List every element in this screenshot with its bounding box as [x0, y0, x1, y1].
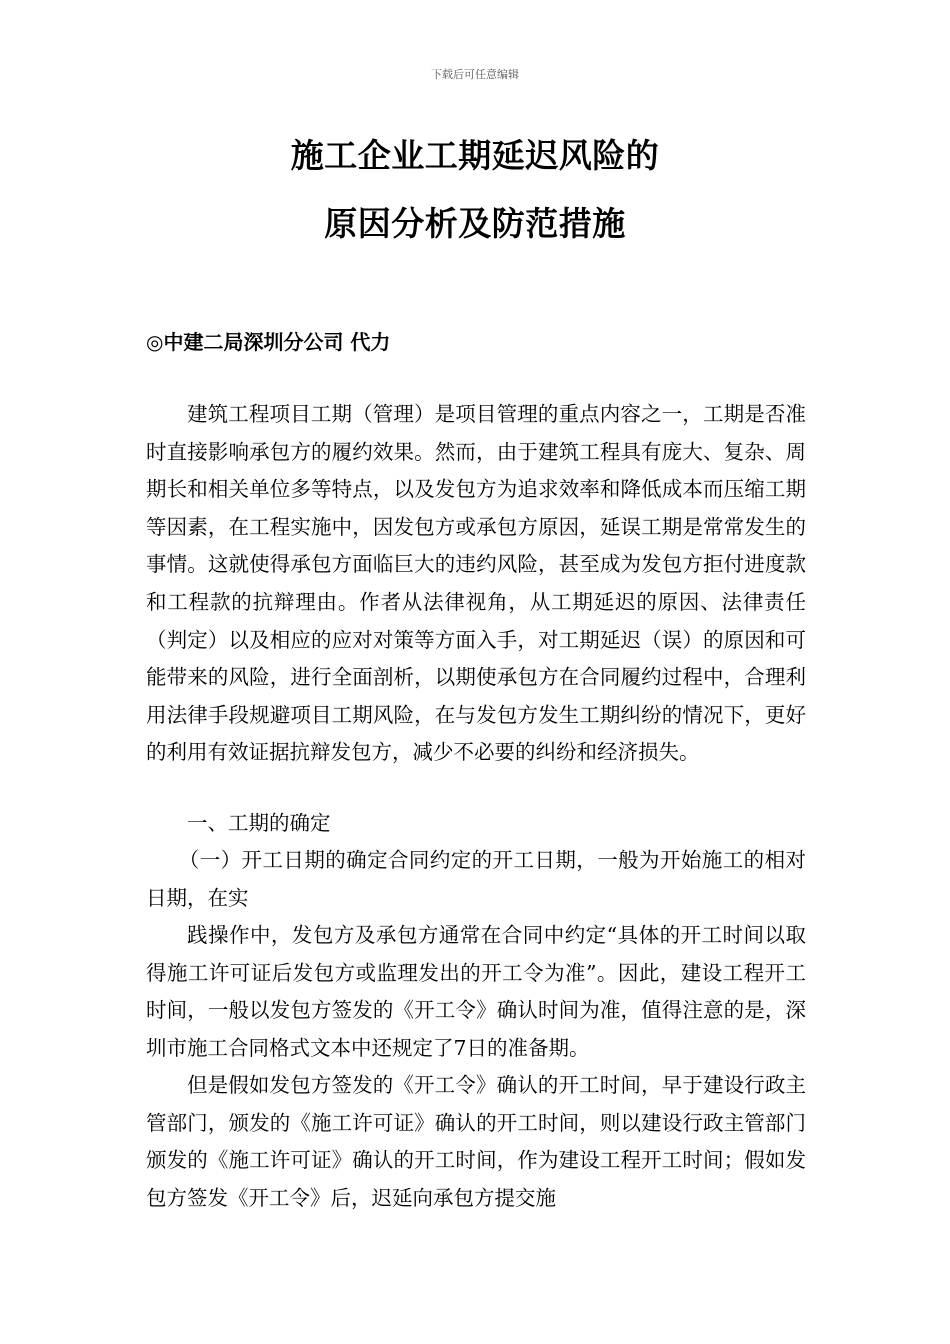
- author-line: ◎中建二局深圳分公司 代力: [146, 330, 391, 354]
- intro-paragraph: 建筑工程项目工期（管理）是项目管理的重点内容之一，工期是否准时直接影响承包方的履约效果。然而，由于建筑工程具有庞大、复杂、周期长和相关单位多等特点，以及发包方为追求效率和降低成本而压缩工期等因素，在工程实施中，因发包方或承包方原因，延误工期是常常发生的事情。这就使得承包方面临巨大的违约风险，甚至成为发包方拒付进度款和工程款的抗辩理由。作者从法律视角，从工期延迟的原因、法律责任（判定）以及相应的应对对策等方面入手，对工期延迟（误）的原因和可能带来的风险，进行全面剖析，以期使承包方在合同履约过程中，合理利用法律手段规避项目工期风险，在与发包方发生工期纠纷的情况下，更好的利用有效证据抗辩发包方，减少不必要的纠纷和经济损失。: [146, 402, 806, 765]
- document-title-line-2: 原因分析及防范措施: [324, 204, 626, 243]
- document-title-line-1: 施工企业工期延迟风险的: [290, 136, 660, 175]
- section-heading: 一、工期的确定: [187, 811, 331, 835]
- practice-paragraph: 践操作中，发包方及承包方通常在合同中约定“具体的开工时间以取得施工许可证后发包方或监理发出的开工令为准”。因此，建设工程开工时间，一般以发包方签发的《开工令》确认时间为准，值得注意的是，深圳市施工合同格式文本中还规定了7日的准备期。: [146, 923, 806, 1060]
- subsection-paragraph: （一）开工日期的确定合同约定的开工日期，一般为开始施工的相对日期，在实: [146, 848, 806, 910]
- watermark-header: 下载后可任意编辑: [431, 68, 519, 81]
- exception-paragraph: 但是假如发包方签发的《开工令》确认的开工时间，早于建设行政主管部门，颁发的《施工许可证》确认的开工时间，则以建设行政主管部门颁发的《施工许可证》确认的开工时间，作为建设工程开工时间；假如发包方签发《开工令》后，迟延向承包方提交施: [146, 1073, 806, 1210]
